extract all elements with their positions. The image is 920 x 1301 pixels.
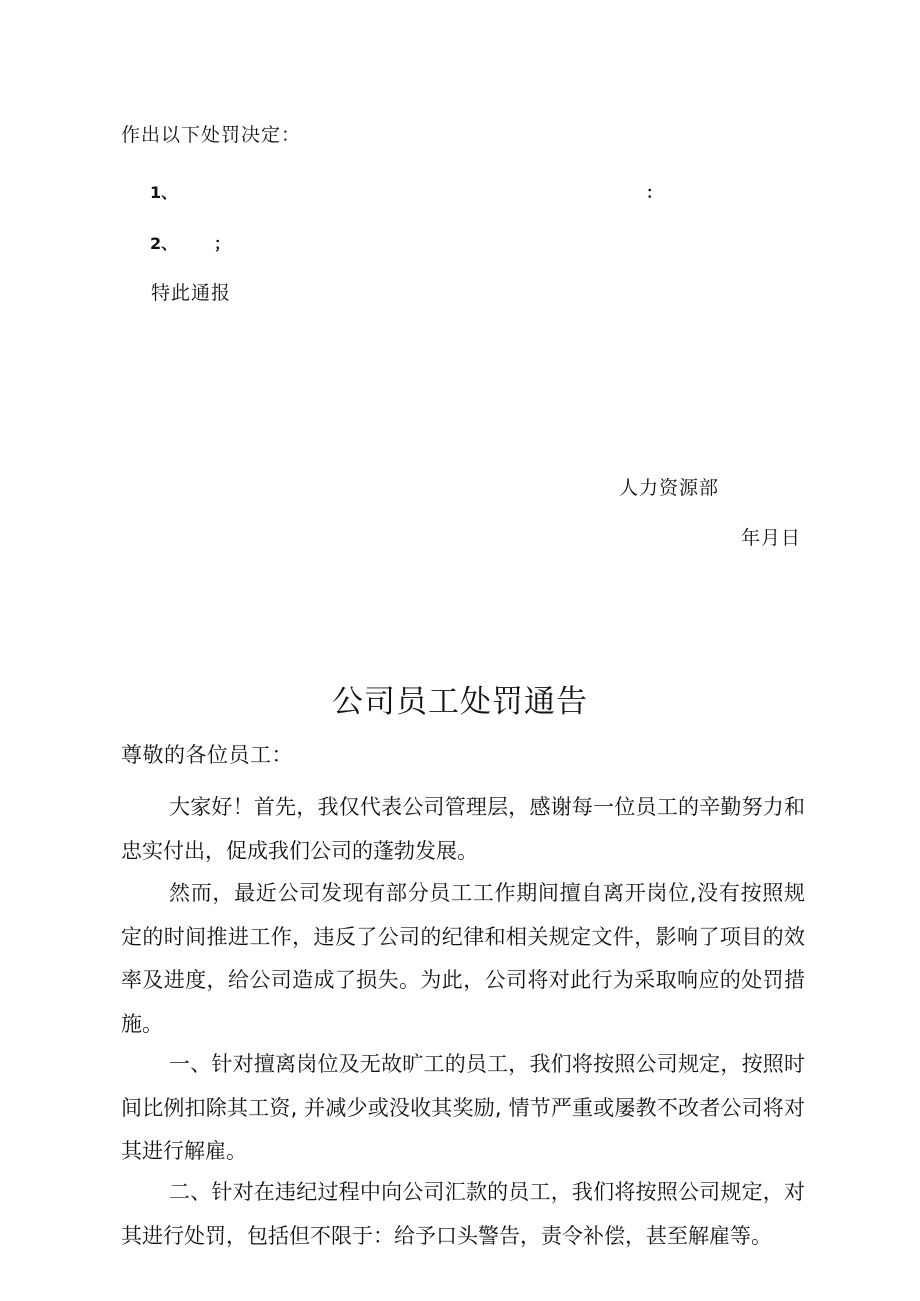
notice-paragraph-3: 一、针对擅离岗位及无故旷工的员工，我们将按照公司规定，按照时间比例扣除其工资, 并减少或没收其奖励, 情节严重或屡教不改者公司将对其进行解雇。 [121, 1052, 805, 1163]
decision-item-1-number: 1、 [150, 183, 178, 202]
decision-intro: 作出以下处罚决定： [121, 124, 302, 146]
notice-paragraph-4: 二、针对在违纪过程中向公司汇款的员工，我们将按照公司规定，对其进行处罚，包括但不限于：给予口头警告，责令补偿，甚至解雇等。 [121, 1180, 805, 1248]
decision-item-2-number: 2、 [150, 234, 178, 253]
conclusion-text: 特此通报 [151, 282, 232, 304]
signature-date: 年月日 [741, 527, 802, 549]
notice-greeting: 尊敬的各位员工： [121, 743, 293, 767]
signature-department: 人力资源部 [619, 477, 720, 499]
decision-item-1-trailing: ： [646, 183, 663, 202]
notice-paragraph-1: 大家好！首先，我仅代表公司管理层，感谢每一位员工的辛勤努力和忠实付出，促成我们公司的蓬勃发展。 [121, 795, 805, 863]
notice-title: 公司员工处罚通告 [332, 684, 588, 720]
notice-paragraph-2: 然而，最近公司发现有部分员工工作期间擅自离开岗位,没有按照规定的时间推进工作，违反了公司的纪律和相关规定文件，影响了项目的效率及进度，给公司造成了损失。为此，公司将对此行为采取响应的处罚措施。 [121, 881, 805, 1036]
decision-item-2-trailing: ； [214, 234, 231, 253]
